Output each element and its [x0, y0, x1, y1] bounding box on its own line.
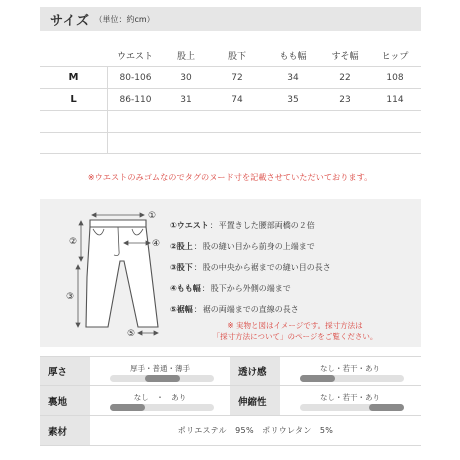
table-row — [40, 110, 421, 132]
level-track — [300, 375, 404, 382]
table-cell — [265, 133, 321, 153]
property-label: 厚さ — [40, 357, 90, 385]
table-row — [40, 66, 421, 88]
size-title: サイズ — [50, 13, 90, 29]
property-scale — [280, 357, 420, 385]
column-header: すそ幅 — [331, 51, 359, 62]
size-table — [40, 44, 421, 154]
column-header: もも幅 — [279, 51, 307, 62]
property-label: 伸縮性 — [230, 386, 280, 415]
property-options: なし・若干・あり — [320, 364, 380, 373]
property-scale — [90, 386, 230, 415]
property-label: 裏地 — [40, 386, 90, 415]
level-indicator — [369, 404, 404, 411]
property-options: なし・若干・あり — [320, 393, 380, 402]
size-header — [40, 7, 421, 31]
list-item: ② 股上 ： 股の縫い目から前身の上端まで — [170, 242, 315, 251]
list-item: ③ 股下 ： 股の中央から裾までの縫い目の長さ — [170, 263, 331, 272]
table-row — [40, 132, 421, 154]
column-header: 股上 — [176, 51, 195, 62]
marker-4: ④ — [152, 239, 161, 249]
table-cell — [107, 133, 163, 153]
property-row — [40, 356, 421, 386]
column-header: 股下 — [227, 51, 246, 62]
table-cell — [321, 133, 369, 153]
table-cell — [163, 111, 209, 132]
table-cell: 22 — [339, 72, 351, 83]
table-cell: 23 — [339, 94, 351, 105]
level-indicator — [145, 375, 180, 382]
property-row — [40, 386, 421, 416]
table-cell: 80-106 — [107, 67, 163, 88]
table-cell: 74 — [231, 94, 243, 105]
material-value: ポリエステル 95% ポリウレタン 5% — [177, 426, 334, 435]
marker-3: ③ — [66, 292, 75, 302]
marker-2: ② — [69, 237, 78, 247]
table-cell: 114 — [386, 94, 404, 105]
table-cell: 34 — [287, 72, 299, 83]
size-label — [40, 133, 107, 153]
size-label: L — [70, 94, 77, 105]
size-label: M — [68, 72, 79, 83]
level-indicator — [110, 404, 145, 411]
fabric-properties — [40, 356, 421, 446]
table-cell: 72 — [231, 72, 243, 83]
measurement-panel — [40, 199, 421, 347]
table-cell: 30 — [180, 72, 192, 83]
table-cell: 86-110 — [107, 89, 163, 110]
level-track — [110, 404, 214, 411]
list-item: ⑤ 裾幅 ： 裾の両端までの直線の長さ — [170, 305, 299, 314]
measurement-caution: ※ 実物と図はイメージです。採寸方法は 「採寸方法について」のページをご覧ください。 — [212, 321, 378, 341]
column-header: ヒップ — [381, 51, 409, 62]
waist-note: ※ウエストのみゴムなのでタグのヌード寸を記載させていただいております。 — [87, 172, 373, 182]
waistband-shape — [90, 220, 146, 227]
table-cell: 31 — [180, 94, 192, 105]
table-cell: 108 — [386, 72, 404, 83]
material-label: 素材 — [40, 416, 90, 445]
marker-1: ① — [148, 211, 157, 221]
property-options: なし ・ あり — [133, 393, 187, 402]
table-row — [40, 88, 421, 110]
measurement-descriptions — [170, 215, 420, 320]
table-cell — [209, 133, 265, 153]
table-cell — [163, 133, 209, 153]
level-track — [300, 404, 404, 411]
pants-diagram — [48, 199, 168, 347]
size-label — [40, 111, 107, 132]
level-indicator — [300, 375, 335, 382]
property-label: 透け感 — [230, 357, 280, 385]
list-item: ④ もも幅 ： 股下から外側の端まで — [170, 284, 291, 293]
property-options: 厚手・普通・薄手 — [130, 364, 190, 373]
property-scale — [280, 386, 420, 415]
level-track — [110, 375, 214, 382]
column-header: ウエスト — [116, 51, 153, 62]
table-cell — [209, 111, 265, 132]
property-row — [40, 416, 421, 446]
size-table-header — [40, 44, 421, 66]
table-cell — [265, 111, 321, 132]
property-scale — [90, 357, 230, 385]
table-cell — [369, 133, 421, 153]
table-cell — [369, 111, 421, 132]
table-cell — [321, 111, 369, 132]
marker-5: ⑤ — [127, 329, 136, 339]
size-unit: （単位：約cm） — [94, 14, 155, 24]
table-cell — [107, 111, 163, 132]
list-item: ① ウエスト ： 平置きした腰部両橋の２倍 — [170, 221, 315, 230]
table-cell: 35 — [287, 94, 299, 105]
